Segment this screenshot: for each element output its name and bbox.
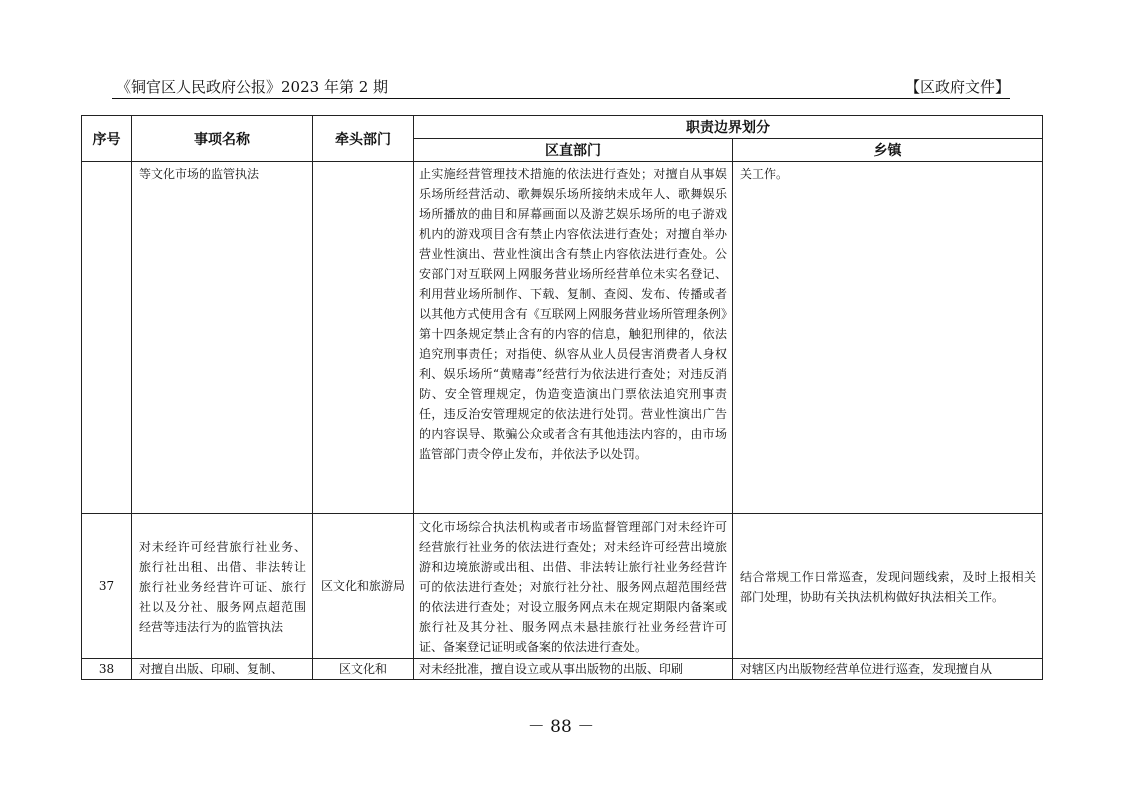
page-number: － 88 － [527,717,595,737]
row-index [82,162,132,514]
row-item-name: 等文化市场的监管执法 [132,162,313,514]
header-lead-dept: 牵头部门 [313,116,414,162]
row-district-duty: 止实施经营管理技术措施的依法进行查处；对擅自从事娱乐场所经营活动、歌舞娱乐场所接纳未成年人、歌舞娱乐场所播放的曲目和屏幕画面以及游艺娱乐场所的电子游戏机内的游戏项目含有禁止内容依法进行查处；对擅自举办营业性演出、营业性演出含有禁止内容依法进行查处。公安部门对互联网上网服务营业场所经营单位未实名登记、利用营业场所制作、下载、复制、查阅、发布、传播或者以其他方式使用含有《互联网上网服务营业场所管理条例》第十四条规定禁止含有的内容的信息，触犯刑律的，依法追究刑事责任；对指使、纵容从业人员侵害消费者人身权利、娱乐场所“黄赌毒”经营行为依法进行查处；对违反消防、安全管理规定，伪造变造演出门票依法追究刑事责任，违反治安管理规定的依法进行处罚。营业性演出广告的内容误导、欺骗公众或者含有其他违法内容的，由市场监管部门责令停止发布，并依法予以处罚。 [414,162,733,514]
header-item-name: 事项名称 [132,116,313,162]
row-item-name: 对未经许可经营旅行社业务、旅行社出租、出借、非法转让旅行社业务经营许可证、旅行社以及分社、服务网点超范围经营等违法行为的监管执法 [132,514,313,659]
row-township-duty: 结合常规工作日常巡查，发现问题线索，及时上报相关部门处理，协助有关执法机构做好执法相关工作。 [733,514,1043,659]
table-row [82,162,1043,514]
row-township-duty: 关工作。 [733,162,1043,514]
row-lead-dept: 区文化和旅游局 [313,514,414,659]
row-index: 38 [82,659,132,680]
table-row [82,659,1043,680]
header-index: 序号 [82,116,132,162]
row-township-duty: 对辖区内出版物经营单位进行巡查，发现擅自从 [733,659,1043,680]
row-item-name: 对擅自出版、印刷、复制、 [132,659,313,680]
header-division: 职责边界划分 [414,116,1043,139]
header-district-dept: 区直部门 [414,139,733,162]
table-row [82,514,1043,659]
page-header [112,76,1010,99]
gazette-title: 《铜官区人民政府公报》2023 年第 2 期 [116,78,389,96]
section-label: 【区政府文件】 [904,78,1010,96]
row-district-duty: 文化市场综合执法机构或者市场监督管理部门对未经许可经营旅行社业务的依法进行查处；对未经许可经营出境旅游和边境旅游或出租、出借、非法转让旅行社业务经营许可的依法进行查处；对旅行社分社、服务网点超范围经营的依法进行查处；对设立服务网点未在规定期限内备案或旅行社及其分社、服务网点未悬挂旅行社业务经营许可证、备案登记证明或备案的依法进行查处。 [414,514,733,659]
responsibility-table [81,115,1043,680]
row-index: 37 [82,514,132,659]
row-lead-dept [313,162,414,514]
row-district-duty: 对未经批准，擅自设立或从事出版物的出版、印刷 [414,659,733,680]
header-township: 乡镇 [733,139,1043,162]
row-lead-dept: 区文化和 [313,659,414,680]
